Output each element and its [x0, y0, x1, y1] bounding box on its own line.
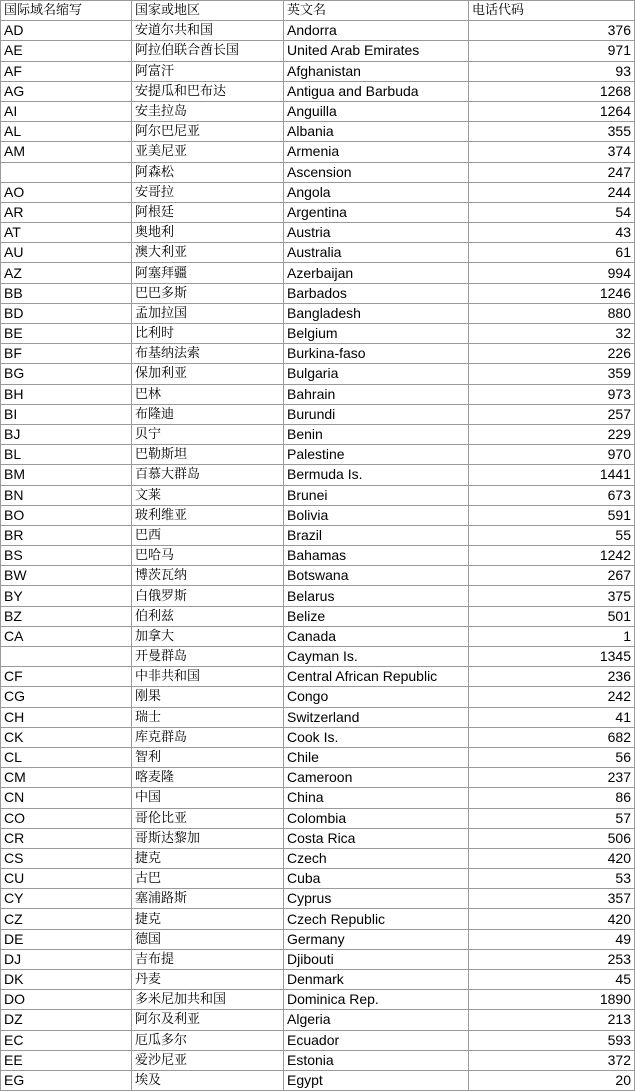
table-row — [1, 970, 635, 990]
cell-country-zh: 吉布提 — [132, 949, 284, 969]
cell-code: CU — [1, 869, 132, 889]
cell-name-en: Andorra — [284, 21, 469, 41]
cell-name-en: Colombia — [284, 808, 469, 828]
cell-name-en: Central African Republic — [284, 667, 469, 687]
cell-name-en: Brazil — [284, 525, 469, 545]
table-row — [1, 162, 635, 182]
cell-name-en: China — [284, 788, 469, 808]
cell-phone: 236 — [469, 667, 635, 687]
cell-name-en: Austria — [284, 223, 469, 243]
cell-name-en: Azerbaijan — [284, 263, 469, 283]
cell-name-en: Angola — [284, 182, 469, 202]
cell-name-en: Brunei — [284, 485, 469, 505]
cell-country-zh: 刚果 — [132, 687, 284, 707]
cell-name-en: Costa Rica — [284, 828, 469, 848]
cell-name-en: Chile — [284, 747, 469, 767]
cell-country-zh: 古巴 — [132, 869, 284, 889]
table-row — [1, 546, 635, 566]
cell-name-en: Bahamas — [284, 546, 469, 566]
cell-code: AG — [1, 81, 132, 101]
cell-phone: 591 — [469, 505, 635, 525]
cell-phone: 247 — [469, 162, 635, 182]
cell-country-zh: 阿尔及利亚 — [132, 1010, 284, 1030]
table-row — [1, 404, 635, 424]
cell-country-zh: 加拿大 — [132, 626, 284, 646]
table-row — [1, 142, 635, 162]
cell-name-en: Canada — [284, 626, 469, 646]
cell-code: DZ — [1, 1010, 132, 1030]
cell-code: EG — [1, 1070, 132, 1090]
table-row — [1, 1050, 635, 1070]
cell-name-en: Australia — [284, 243, 469, 263]
cell-phone: 226 — [469, 344, 635, 364]
cell-name-en: Germany — [284, 929, 469, 949]
cell-country-zh: 埃及 — [132, 1070, 284, 1090]
cell-name-en: Ecuador — [284, 1030, 469, 1050]
cell-phone: 229 — [469, 424, 635, 444]
cell-phone: 374 — [469, 142, 635, 162]
cell-code: AU — [1, 243, 132, 263]
cell-code: BD — [1, 303, 132, 323]
table-row — [1, 101, 635, 121]
table-row — [1, 808, 635, 828]
cell-code: BZ — [1, 606, 132, 626]
cell-name-en: Estonia — [284, 1050, 469, 1070]
cell-phone: 420 — [469, 909, 635, 929]
cell-country-zh: 奥地利 — [132, 223, 284, 243]
cell-country-zh: 玻利维亚 — [132, 505, 284, 525]
table-row — [1, 61, 635, 81]
cell-code: BG — [1, 364, 132, 384]
cell-country-zh: 比利时 — [132, 324, 284, 344]
cell-phone: 1 — [469, 626, 635, 646]
table-row — [1, 384, 635, 404]
cell-phone: 593 — [469, 1030, 635, 1050]
table-row — [1, 202, 635, 222]
cell-code: CA — [1, 626, 132, 646]
cell-name-en: Argentina — [284, 202, 469, 222]
cell-phone: 257 — [469, 404, 635, 424]
cell-code: DJ — [1, 949, 132, 969]
cell-country-zh: 阿尔巴尼亚 — [132, 122, 284, 142]
table-row — [1, 445, 635, 465]
cell-code: AZ — [1, 263, 132, 283]
cell-name-en: Barbados — [284, 283, 469, 303]
cell-name-en: Bulgaria — [284, 364, 469, 384]
cell-phone: 1441 — [469, 465, 635, 485]
cell-code: AT — [1, 223, 132, 243]
cell-code: AR — [1, 202, 132, 222]
cell-code: AL — [1, 122, 132, 142]
cell-country-zh: 安哥拉 — [132, 182, 284, 202]
cell-name-en: Belarus — [284, 586, 469, 606]
cell-country-zh: 阿森松 — [132, 162, 284, 182]
table-row — [1, 122, 635, 142]
cell-code — [1, 647, 132, 667]
cell-name-en: Afghanistan — [284, 61, 469, 81]
table-row — [1, 788, 635, 808]
cell-country-zh: 文莱 — [132, 485, 284, 505]
cell-country-zh: 开曼群岛 — [132, 647, 284, 667]
cell-name-en: Bangladesh — [284, 303, 469, 323]
cell-code: BR — [1, 525, 132, 545]
cell-code: AM — [1, 142, 132, 162]
cell-code: CH — [1, 707, 132, 727]
table-row — [1, 465, 635, 485]
header-code: 国际域名缩写 — [1, 1, 132, 21]
cell-name-en: Congo — [284, 687, 469, 707]
cell-code: CK — [1, 727, 132, 747]
cell-name-en: Belgium — [284, 324, 469, 344]
cell-name-en: Benin — [284, 424, 469, 444]
cell-code: AO — [1, 182, 132, 202]
cell-phone: 682 — [469, 727, 635, 747]
cell-name-en: Ascension — [284, 162, 469, 182]
cell-name-en: Czech — [284, 848, 469, 868]
cell-country-zh: 阿富汗 — [132, 61, 284, 81]
cell-name-en: Botswana — [284, 566, 469, 586]
cell-name-en: Egypt — [284, 1070, 469, 1090]
cell-code: BO — [1, 505, 132, 525]
table-row — [1, 81, 635, 101]
cell-phone: 242 — [469, 687, 635, 707]
cell-code: BB — [1, 283, 132, 303]
cell-name-en: Burundi — [284, 404, 469, 424]
cell-name-en: Bolivia — [284, 505, 469, 525]
cell-phone: 1268 — [469, 81, 635, 101]
cell-country-zh: 阿拉伯联合酋长国 — [132, 41, 284, 61]
cell-code: CF — [1, 667, 132, 687]
cell-phone: 372 — [469, 1050, 635, 1070]
table-row — [1, 303, 635, 323]
cell-name-en: Bahrain — [284, 384, 469, 404]
cell-country-zh: 喀麦隆 — [132, 768, 284, 788]
cell-code: BM — [1, 465, 132, 485]
cell-phone: 970 — [469, 445, 635, 465]
cell-phone: 61 — [469, 243, 635, 263]
cell-code: CN — [1, 788, 132, 808]
cell-country-zh: 哥斯达黎加 — [132, 828, 284, 848]
cell-code: AE — [1, 41, 132, 61]
cell-code: EE — [1, 1050, 132, 1070]
cell-name-en: Cuba — [284, 869, 469, 889]
cell-name-en: Denmark — [284, 970, 469, 990]
cell-country-zh: 巴勒斯坦 — [132, 445, 284, 465]
cell-phone: 880 — [469, 303, 635, 323]
cell-country-zh: 多米尼加共和国 — [132, 990, 284, 1010]
cell-country-zh: 中非共和国 — [132, 667, 284, 687]
cell-phone: 213 — [469, 1010, 635, 1030]
cell-name-en: Armenia — [284, 142, 469, 162]
table-row — [1, 909, 635, 929]
cell-code: AD — [1, 21, 132, 41]
cell-code: BW — [1, 566, 132, 586]
cell-phone: 420 — [469, 848, 635, 868]
table-row — [1, 889, 635, 909]
table-row — [1, 1010, 635, 1030]
cell-code: CY — [1, 889, 132, 909]
table-row — [1, 485, 635, 505]
cell-country-zh: 巴哈马 — [132, 546, 284, 566]
table-row — [1, 324, 635, 344]
cell-code: CM — [1, 768, 132, 788]
cell-code: CL — [1, 747, 132, 767]
cell-phone: 357 — [469, 889, 635, 909]
cell-phone: 1345 — [469, 647, 635, 667]
cell-country-zh: 百慕大群岛 — [132, 465, 284, 485]
cell-country-zh: 布基纳法索 — [132, 344, 284, 364]
cell-name-en: Cyprus — [284, 889, 469, 909]
cell-phone: 1246 — [469, 283, 635, 303]
cell-name-en: Belize — [284, 606, 469, 626]
table-row — [1, 667, 635, 687]
cell-phone: 20 — [469, 1070, 635, 1090]
table-row — [1, 424, 635, 444]
cell-phone: 86 — [469, 788, 635, 808]
cell-country-zh: 保加利亚 — [132, 364, 284, 384]
cell-code: BS — [1, 546, 132, 566]
cell-name-en: Palestine — [284, 445, 469, 465]
cell-country-zh: 博茨瓦纳 — [132, 566, 284, 586]
cell-phone: 971 — [469, 41, 635, 61]
cell-country-zh: 捷克 — [132, 909, 284, 929]
cell-phone: 32 — [469, 324, 635, 344]
cell-phone: 55 — [469, 525, 635, 545]
cell-country-zh: 巴西 — [132, 525, 284, 545]
header-name-en: 英文名 — [284, 1, 469, 21]
cell-country-zh: 丹麦 — [132, 970, 284, 990]
cell-phone: 54 — [469, 202, 635, 222]
cell-code: DK — [1, 970, 132, 990]
table-row — [1, 243, 635, 263]
table-row — [1, 687, 635, 707]
cell-country-zh: 塞浦路斯 — [132, 889, 284, 909]
cell-code: BI — [1, 404, 132, 424]
cell-country-zh: 巴巴多斯 — [132, 283, 284, 303]
table-row — [1, 707, 635, 727]
table-row — [1, 929, 635, 949]
cell-code: BJ — [1, 424, 132, 444]
table-body — [1, 21, 635, 1091]
table-row — [1, 21, 635, 41]
cell-phone: 253 — [469, 949, 635, 969]
cell-code: CZ — [1, 909, 132, 929]
cell-name-en: Bermuda Is. — [284, 465, 469, 485]
cell-phone: 1264 — [469, 101, 635, 121]
cell-code: CR — [1, 828, 132, 848]
cell-country-zh: 白俄罗斯 — [132, 586, 284, 606]
cell-code: BN — [1, 485, 132, 505]
table-row — [1, 223, 635, 243]
table-row — [1, 647, 635, 667]
cell-country-zh: 安道尔共和国 — [132, 21, 284, 41]
cell-country-zh: 捷克 — [132, 848, 284, 868]
table-row — [1, 505, 635, 525]
cell-name-en: Djibouti — [284, 949, 469, 969]
table-row — [1, 283, 635, 303]
cell-country-zh: 安提瓜和巴布达 — [132, 81, 284, 101]
table-row — [1, 828, 635, 848]
cell-code: AF — [1, 61, 132, 81]
cell-code — [1, 162, 132, 182]
cell-code: BF — [1, 344, 132, 364]
cell-code: BE — [1, 324, 132, 344]
cell-name-en: Antigua and Barbuda — [284, 81, 469, 101]
cell-phone: 994 — [469, 263, 635, 283]
cell-name-en: Czech Republic — [284, 909, 469, 929]
cell-name-en: Anguilla — [284, 101, 469, 121]
table-row — [1, 768, 635, 788]
cell-phone: 506 — [469, 828, 635, 848]
cell-name-en: Algeria — [284, 1010, 469, 1030]
table-row — [1, 525, 635, 545]
cell-code: DE — [1, 929, 132, 949]
table-row — [1, 1070, 635, 1090]
cell-country-zh: 孟加拉国 — [132, 303, 284, 323]
cell-country-zh: 巴林 — [132, 384, 284, 404]
cell-code: CS — [1, 848, 132, 868]
cell-name-en: United Arab Emirates — [284, 41, 469, 61]
cell-code: BL — [1, 445, 132, 465]
table-row — [1, 566, 635, 586]
cell-phone: 501 — [469, 606, 635, 626]
cell-phone: 93 — [469, 61, 635, 81]
table-row — [1, 182, 635, 202]
cell-country-zh: 瑞士 — [132, 707, 284, 727]
cell-code: EC — [1, 1030, 132, 1050]
cell-name-en: Cook Is. — [284, 727, 469, 747]
cell-country-zh: 爱沙尼亚 — [132, 1050, 284, 1070]
cell-phone: 355 — [469, 122, 635, 142]
header-country-zh: 国家或地区 — [132, 1, 284, 21]
cell-code: CG — [1, 687, 132, 707]
cell-country-zh: 阿塞拜疆 — [132, 263, 284, 283]
cell-country-zh: 伯利兹 — [132, 606, 284, 626]
cell-country-zh: 贝宁 — [132, 424, 284, 444]
cell-name-en: Cayman Is. — [284, 647, 469, 667]
cell-name-en: Dominica Rep. — [284, 990, 469, 1010]
cell-country-zh: 阿根廷 — [132, 202, 284, 222]
cell-phone: 267 — [469, 566, 635, 586]
cell-code: CO — [1, 808, 132, 828]
table-row — [1, 990, 635, 1010]
table-row — [1, 1030, 635, 1050]
cell-country-zh: 德国 — [132, 929, 284, 949]
cell-phone: 49 — [469, 929, 635, 949]
header-phone: 电话代码 — [469, 1, 635, 21]
cell-country-zh: 哥伦比亚 — [132, 808, 284, 828]
cell-country-zh: 库克群岛 — [132, 727, 284, 747]
cell-phone: 45 — [469, 970, 635, 990]
cell-name-en: Burkina-faso — [284, 344, 469, 364]
cell-phone: 375 — [469, 586, 635, 606]
cell-phone: 1890 — [469, 990, 635, 1010]
cell-phone: 56 — [469, 747, 635, 767]
cell-name-en: Cameroon — [284, 768, 469, 788]
table-row — [1, 949, 635, 969]
cell-code: DO — [1, 990, 132, 1010]
cell-code: BY — [1, 586, 132, 606]
table-row — [1, 586, 635, 606]
cell-country-zh: 布隆迪 — [132, 404, 284, 424]
table-row — [1, 344, 635, 364]
cell-name-en: Switzerland — [284, 707, 469, 727]
cell-phone: 57 — [469, 808, 635, 828]
cell-country-zh: 厄瓜多尔 — [132, 1030, 284, 1050]
cell-phone: 53 — [469, 869, 635, 889]
cell-name-en: Albania — [284, 122, 469, 142]
cell-phone: 244 — [469, 182, 635, 202]
cell-phone: 359 — [469, 364, 635, 384]
table-row — [1, 727, 635, 747]
table-row — [1, 364, 635, 384]
cell-country-zh: 安圭拉岛 — [132, 101, 284, 121]
cell-country-zh: 澳大利亚 — [132, 243, 284, 263]
cell-phone: 237 — [469, 768, 635, 788]
table-row — [1, 869, 635, 889]
cell-phone: 673 — [469, 485, 635, 505]
cell-phone: 376 — [469, 21, 635, 41]
table-row — [1, 626, 635, 646]
header-row — [1, 1, 635, 21]
cell-phone: 1242 — [469, 546, 635, 566]
cell-code: BH — [1, 384, 132, 404]
cell-country-zh: 中国 — [132, 788, 284, 808]
cell-code: AI — [1, 101, 132, 121]
cell-phone: 43 — [469, 223, 635, 243]
table-row — [1, 747, 635, 767]
cell-phone: 973 — [469, 384, 635, 404]
cell-phone: 41 — [469, 707, 635, 727]
table-row — [1, 41, 635, 61]
table-row — [1, 263, 635, 283]
cell-country-zh: 亚美尼亚 — [132, 142, 284, 162]
table-row — [1, 848, 635, 868]
table-row — [1, 606, 635, 626]
cell-country-zh: 智利 — [132, 747, 284, 767]
